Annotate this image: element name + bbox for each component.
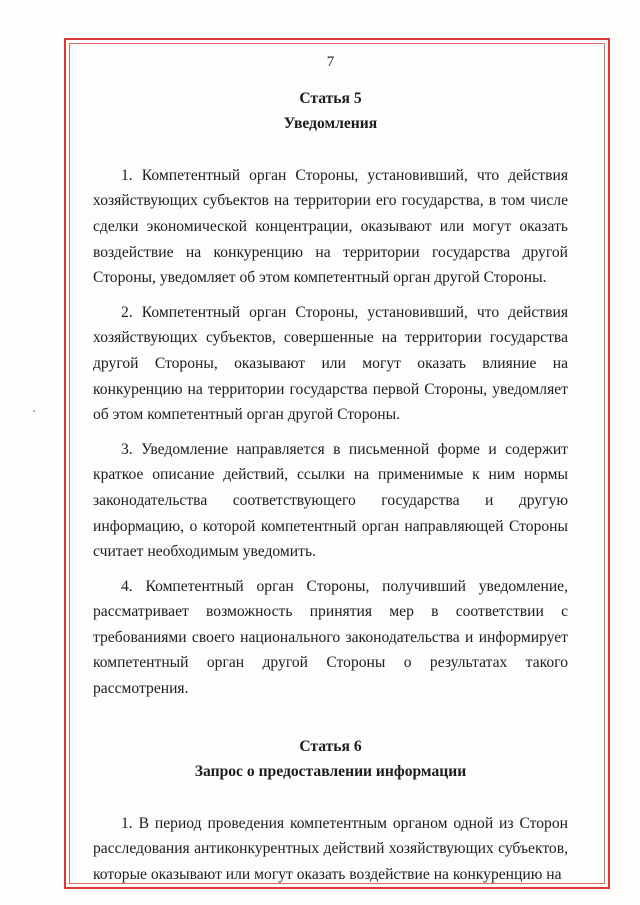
document-body xyxy=(93,50,568,897)
article-5-title: Уведомления xyxy=(283,115,378,133)
article-6-title: Запрос о предоставлении информации xyxy=(194,763,467,781)
scan-speck xyxy=(33,410,35,412)
article-6-label: Статья 6 xyxy=(299,737,362,755)
article-5-paragraph-3: 3. Уведомление направляется в письменной форме и содержит краткое описание действий, ссылки на применимые к ним нормы законодательства соответствующего государства и другую информацию, о которой компетентный орган направляющей Стороны считает необходимым уведомить. xyxy=(93,440,568,561)
article-5-paragraph-2: 2. Компетентный орган Стороны, установивший, что действия хозяйствующих субъектов, совершенные на территории государства другой Стороны, оказывают или могут оказать влияние на конкуренцию на территории государства первой Стороны, уведомляет об этом компетентный орган другой Стороны. xyxy=(93,303,568,424)
article-5-label: Статья 5 xyxy=(299,89,362,107)
page-number: 7 xyxy=(326,54,335,70)
article-5-paragraph-1: 1. Компетентный орган Стороны, установивший, что действия хозяйствующих субъектов на территории его государства, в том числе сделки экономической концентрации, оказывают или могут оказать воздействие на конкуренцию на территории государства другой Стороны, уведомляет об этом компетентный орган другой Стороны. xyxy=(93,166,568,287)
article-5-paragraph-4: 4. Компетентный орган Стороны, получивший уведомление, рассматривает возможность принятия мер в соответствии с требованиями своего национального законодательства и информирует компетентный орган другой Стороны о результатах такого рассмотрения. xyxy=(93,577,568,698)
article-6-paragraph-1: 1. В период проведения компетентным органом одной из Сторон расследования антиконкурентных действий хозяйствующих субъектов, которые оказывают или могут оказать воздействие на конкуренцию на xyxy=(93,814,568,884)
